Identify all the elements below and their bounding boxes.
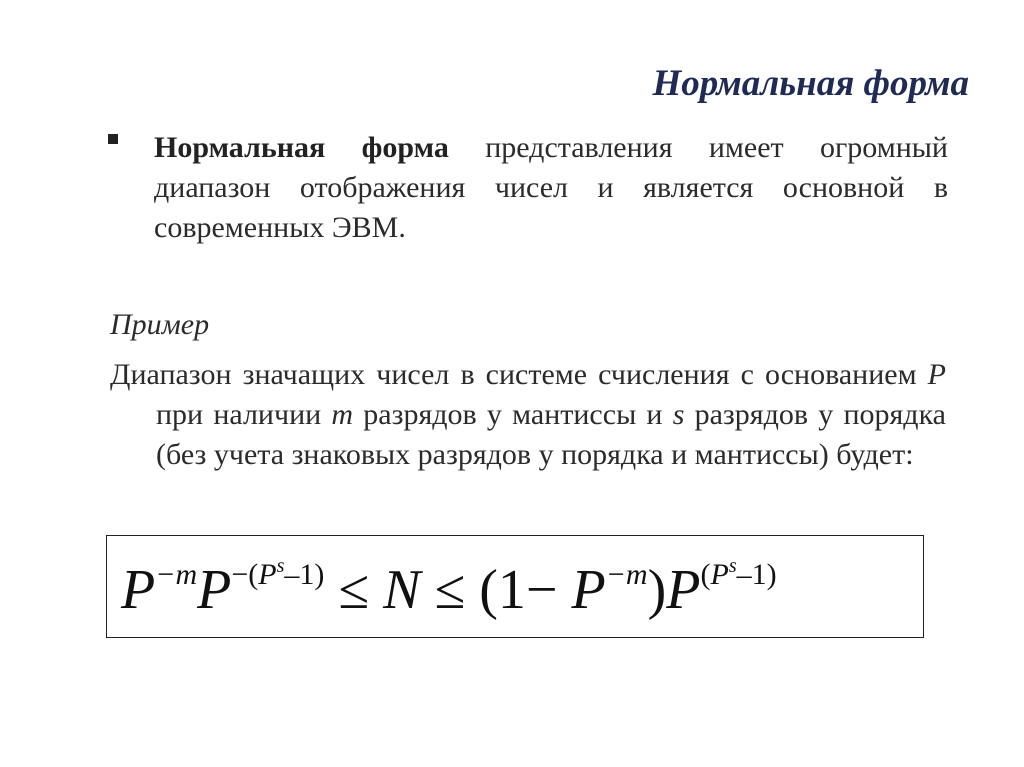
bullet-item bbox=[108, 128, 948, 248]
range-formula: $P^{-m}P^{-(P^s-1)} \le N \le (1- P^{-m})P^{(P^s-1)}$ bbox=[121, 555, 777, 621]
page-title: Нормальная форма bbox=[652, 63, 969, 104]
bold-term: Нормальная форма bbox=[154, 131, 449, 164]
formula-box bbox=[106, 535, 924, 638]
square-bullet-icon bbox=[108, 134, 118, 144]
example-label: Пример bbox=[110, 308, 210, 341]
example-text: Диапазон значащих чисел в системе счисления с основанием P при наличии m разрядов у мантиссы и s разрядов у порядка (без учета знаковых разрядов у порядка и мантиссы) будет: bbox=[110, 358, 947, 471]
bullet-text bbox=[154, 128, 948, 248]
bullet-rest: представления имеет огромный диапазон отображения чисел и является основной в современных ЭВМ. bbox=[154, 131, 948, 244]
